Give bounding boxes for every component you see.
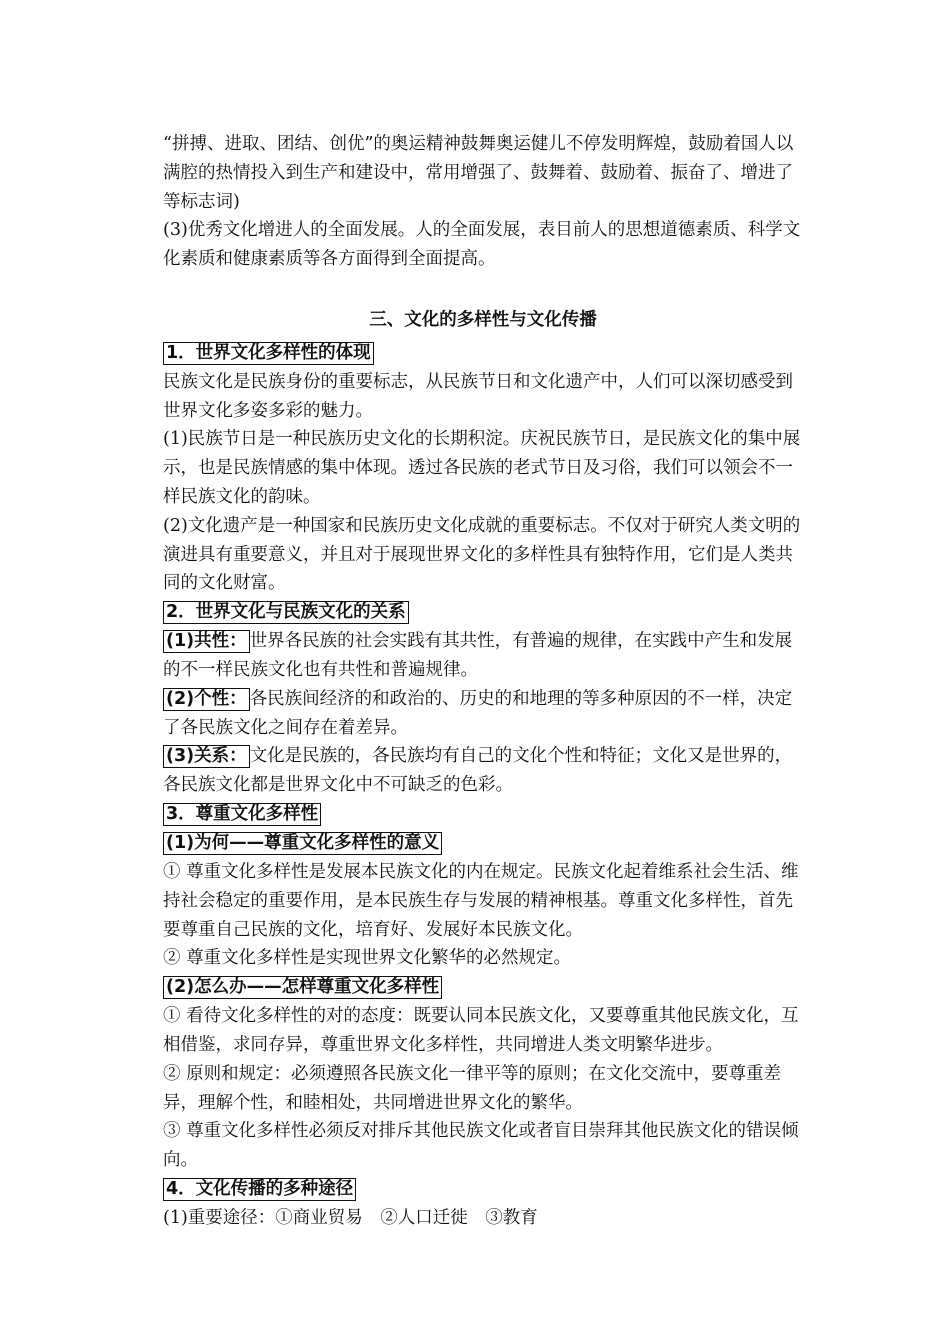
item-text: 各民族间经济的和政治的、历史的和地理的等多种原因的不一样，决定了各民族文化之间存在着差异。 (163, 688, 793, 738)
heading-2: 2．世界文化与民族文化的关系 (163, 601, 409, 624)
heading-4: 4．文化传播的多种途径 (163, 1178, 356, 1201)
paragraph: ③ 尊重文化多样性必须反对排斥其他民族文化或者盲目崇拜其他民族文化的错误倾向。 (163, 1121, 799, 1171)
document-body (163, 130, 803, 1233)
paragraph: (2)文化遗产是一种国家和民族历史文化成就的重要标志。不仅对于研究人类文明的演进具有重要意义，并且对于展现世界文化的多样性具有独特作用，它们是人类共同的文化财富。 (163, 515, 801, 594)
heading-3: 3．尊重文化多样性 (163, 803, 321, 826)
paragraph: ① 尊重文化多样性是发展本民族文化的内在规定。民族文化起着维系社会生活、维持社会稳定的重要作用，是本民族生存与发展的精神根基。尊重文化多样性，首先要尊重自己民族的文化，培育好、发展好本民族文化。 (163, 861, 799, 940)
paragraph: (1)重要途径：①商业贸易 ②人口迁徙 ③教育 (163, 1207, 538, 1228)
subheading: (2)怎么办——怎样尊重文化多样性 (163, 976, 442, 999)
paragraph: (3)优秀文化增进人的全面发展。人的全面发展，表目前人的思想道德素质、科学文化素质和健康素质等各方面得到全面提高。 (163, 220, 801, 270)
heading-1: 1．世界文化多样性的体现 (163, 342, 374, 365)
paragraph: (1)民族节日是一种民族历史文化的长期积淀。庆祝民族节日，是民族文化的集中展示，也是民族情感的集中体现。透过各民族的老式节日及习俗，我们可以领会不一样民族文化的韵味。 (163, 429, 801, 507)
section-title: 三、文化的多样性与文化传播 (369, 309, 597, 330)
paragraph: ② 原则和规定：必须遵照各民族文化一律平等的原则；在文化交流中，要尊重差异，理解个性，和睦相处，共同增进世界文化的繁华。 (163, 1063, 782, 1113)
item-text: 世界各民族的社会实践有其共性，有普遍的规律，在实践中产生和发展的不一样民族文化也有共性和普遍规律。 (163, 631, 793, 680)
item-text: 文化是民族的，各民族均有自己的文化个性和特征；文化又是世界的，各民族文化都是世界文化中不可缺乏的色彩。 (163, 746, 793, 796)
item-label: (1)共性： (163, 630, 250, 653)
relation-item-3 (163, 742, 803, 800)
paragraph: “拼搏、进取、团结、创优”的奥运精神鼓舞奥运健儿不停发明辉煌，鼓励着国人以满腔的热情投入到生产和建设中，常用增强了、鼓舞着、鼓励着、振奋了、增进了等标志词) (163, 134, 794, 212)
paragraph: ① 看待文化多样性的对的态度：既要认同本民族文化，又要尊重其他民族文化，互相借鉴，求同存异，尊重世界文化多样性，共同增进人类文明繁华进步。 (163, 1006, 799, 1055)
paragraph: 民族文化是民族身份的重要标志，从民族节日和文化遗产中，人们可以深切感受到世界文化多姿多彩的魅力。 (163, 371, 793, 421)
subheading: (1)为何——尊重文化多样性的意义 (163, 832, 442, 855)
relation-item-2 (163, 685, 803, 743)
paragraph: ② 尊重文化多样性是实现世界文化繁华的必然规定。 (163, 948, 572, 969)
item-label: (2)个性： (163, 688, 250, 711)
item-label: (3)关系： (163, 745, 250, 768)
relation-item-1 (163, 627, 803, 685)
